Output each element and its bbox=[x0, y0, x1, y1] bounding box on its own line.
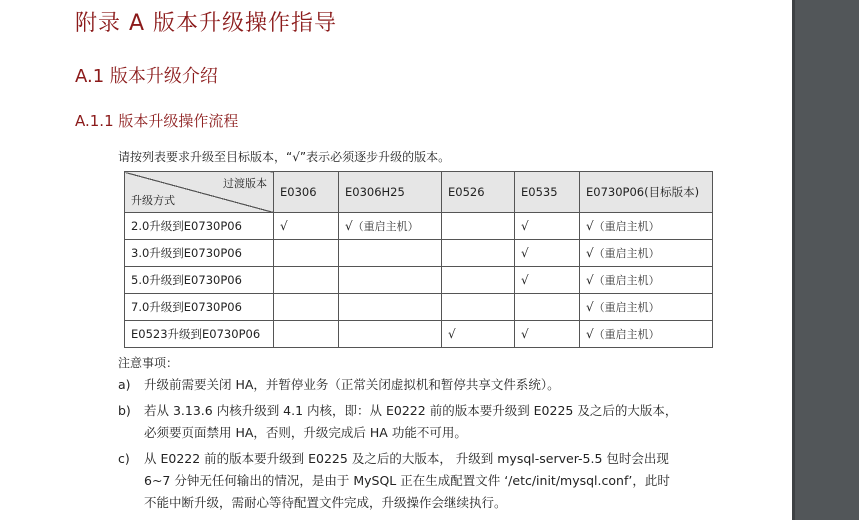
table-body bbox=[125, 213, 713, 348]
version-cell-c3 bbox=[442, 240, 515, 267]
version-cell-c3 bbox=[442, 294, 515, 321]
section-heading: A.1 版本升级介绍 bbox=[75, 66, 218, 87]
note-item-label: c) bbox=[118, 451, 130, 466]
version-cell-c2 bbox=[339, 213, 442, 240]
table-header-row bbox=[125, 172, 713, 213]
check-mark: √ bbox=[586, 219, 594, 233]
check-mark: √ bbox=[586, 300, 594, 314]
note-line: 升级前需要关闭 HA，并暂停业务（正常关闭虚拟机和暂停共享文件系统）。 bbox=[144, 377, 560, 392]
note-item-text bbox=[144, 400, 744, 444]
note-line: 从 E0222 前的版本要升级到 E0225 及之后的大版本， 升级到 mysql-server-5.5 包时会出现 bbox=[144, 451, 669, 466]
version-cell-c2 bbox=[339, 294, 442, 321]
note-item-label: b) bbox=[118, 403, 131, 418]
note-line: 若从 3.13.6 内核升级到 4.1 内核，即：从 E0222 前的版本要升级到 E0225 及之后的大版本， bbox=[144, 403, 678, 418]
note-line: 6~7 分钟无任何输出的情况，是由于 MySQL 正在生成配置文件 ‘/etc/init/mysql.conf’，此时 bbox=[144, 473, 670, 488]
check-mark: √ bbox=[280, 219, 288, 233]
check-mark: √ bbox=[521, 246, 529, 260]
column-header-target-version: E0730P06(目标版本) bbox=[580, 172, 713, 213]
notes-title: 注意事项： bbox=[118, 356, 179, 370]
note-item-label: a) bbox=[118, 377, 131, 392]
restart-note: （重启主机） bbox=[593, 220, 660, 233]
check-mark: √ bbox=[521, 327, 529, 341]
check-mark: √ bbox=[586, 246, 594, 260]
check-mark: √ bbox=[586, 327, 594, 341]
version-cell-c1 bbox=[274, 294, 339, 321]
upgrade-method-cell: 3.0升级到E0730P06 bbox=[125, 240, 274, 267]
column-header-e0535: E0535 bbox=[515, 172, 580, 213]
version-cell-c3 bbox=[442, 321, 515, 348]
version-cell-c5 bbox=[580, 321, 713, 348]
version-cell-c4 bbox=[515, 294, 580, 321]
version-cell-c1 bbox=[274, 240, 339, 267]
corner-header-cell bbox=[125, 172, 274, 213]
version-cell-c1 bbox=[274, 321, 339, 348]
corner-label-transition-version: 过渡版本 bbox=[223, 177, 267, 190]
note-item-text bbox=[144, 448, 744, 514]
version-cell-c4 bbox=[515, 267, 580, 294]
check-mark: √ bbox=[521, 273, 529, 287]
table-row bbox=[125, 267, 713, 294]
upgrade-method-cell: 5.0升级到E0730P06 bbox=[125, 267, 274, 294]
check-mark: √ bbox=[345, 219, 353, 233]
version-cell-c4 bbox=[515, 321, 580, 348]
restart-note: （重启主机） bbox=[593, 301, 660, 314]
version-cell-c1 bbox=[274, 213, 339, 240]
note-line: 不能中断升级，需耐心等待配置文件完成，升级操作会继续执行。 bbox=[144, 495, 507, 510]
version-cell-c5 bbox=[580, 294, 713, 321]
appendix-title: 附录 A 版本升级操作指导 bbox=[75, 11, 338, 36]
viewer-background bbox=[792, 0, 859, 520]
upgrade-path-table bbox=[124, 171, 713, 348]
table-intro-text: 请按列表要求升级至目标版本，“√”表示必须逐步升级的版本。 bbox=[118, 150, 451, 164]
version-cell-c2 bbox=[339, 240, 442, 267]
table-row bbox=[125, 240, 713, 267]
version-cell-c5 bbox=[580, 213, 713, 240]
restart-note: （重启主机） bbox=[352, 220, 419, 233]
version-cell-c4 bbox=[515, 240, 580, 267]
note-item-text bbox=[144, 374, 744, 396]
upgrade-method-cell: 2.0升级到E0730P06 bbox=[125, 213, 274, 240]
check-mark: √ bbox=[448, 327, 456, 341]
version-cell-c2 bbox=[339, 267, 442, 294]
restart-note: （重启主机） bbox=[593, 328, 660, 341]
restart-note: （重启主机） bbox=[593, 247, 660, 260]
version-cell-c1 bbox=[274, 267, 339, 294]
version-cell-c4 bbox=[515, 213, 580, 240]
table-row bbox=[125, 321, 713, 348]
upgrade-method-cell: 7.0升级到E0730P06 bbox=[125, 294, 274, 321]
table-row bbox=[125, 294, 713, 321]
version-cell-c5 bbox=[580, 267, 713, 294]
table-row bbox=[125, 213, 713, 240]
page-edge-shadow bbox=[792, 0, 795, 520]
version-cell-c5 bbox=[580, 240, 713, 267]
restart-note: （重启主机） bbox=[593, 274, 660, 287]
check-mark: √ bbox=[586, 273, 594, 287]
column-header-e0306h25: E0306H25 bbox=[339, 172, 442, 213]
version-cell-c3 bbox=[442, 213, 515, 240]
version-cell-c3 bbox=[442, 267, 515, 294]
column-header-e0306: E0306 bbox=[274, 172, 339, 213]
subsection-heading: A.1.1 版本升级操作流程 bbox=[75, 112, 239, 130]
check-mark: √ bbox=[521, 219, 529, 233]
column-header-e0526: E0526 bbox=[442, 172, 515, 213]
upgrade-method-cell: E0523升级到E0730P06 bbox=[125, 321, 274, 348]
version-cell-c2 bbox=[339, 321, 442, 348]
note-line: 必须要页面禁用 HA，否则，升级完成后 HA 功能不可用。 bbox=[144, 425, 467, 440]
corner-label-upgrade-method: 升级方式 bbox=[131, 194, 175, 207]
